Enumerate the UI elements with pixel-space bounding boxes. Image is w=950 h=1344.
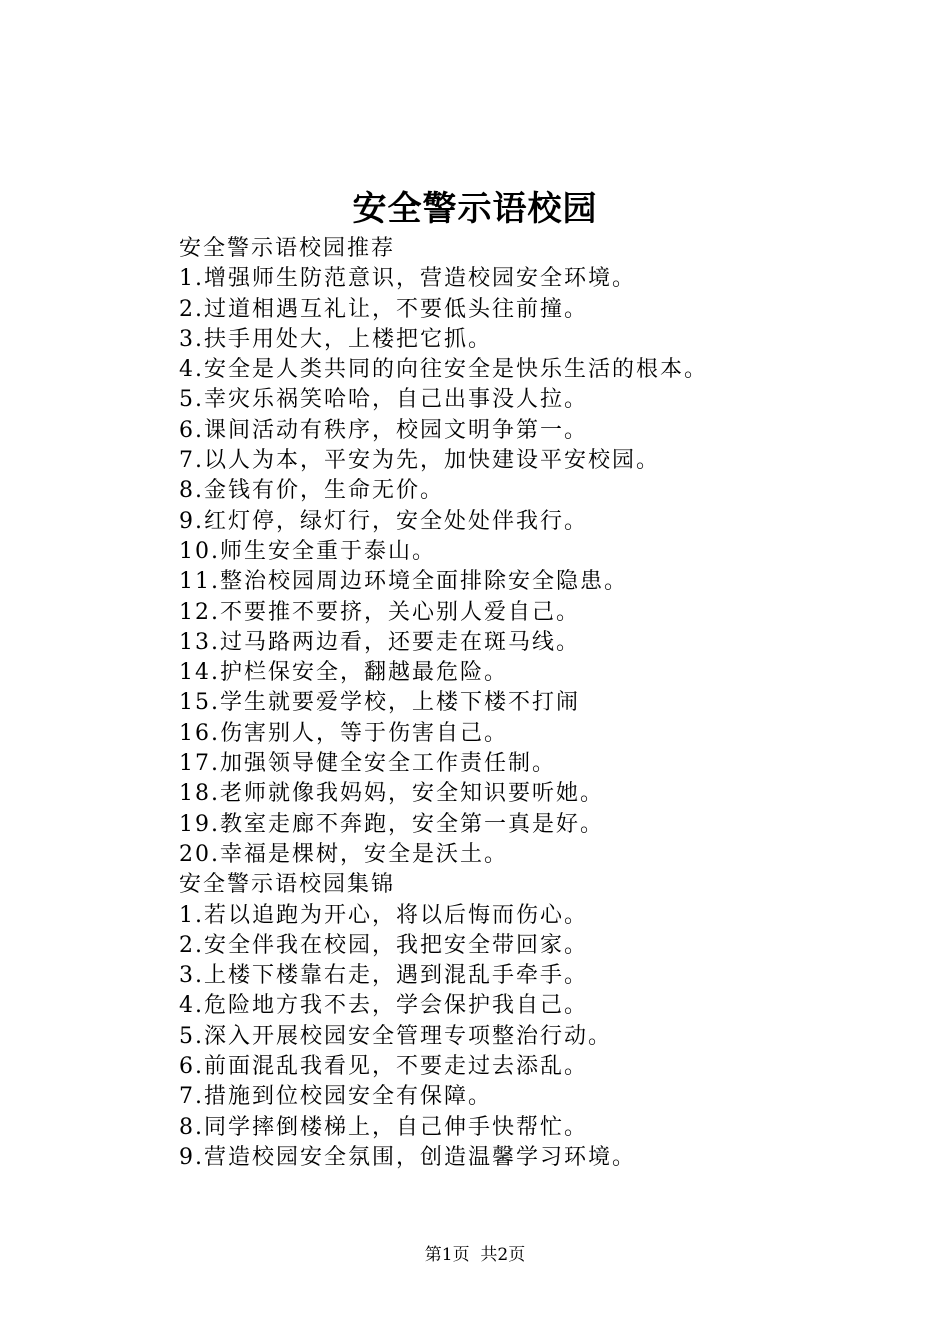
list-item: 18.老师就像我妈妈，安全知识要听她。	[179, 781, 604, 807]
page-footer: 第1页 共2页	[424, 1245, 526, 1265]
list-item: 8.金钱有价，生命无价。	[179, 478, 444, 504]
list-item: 7.措施到位校园安全有保障。	[179, 1084, 492, 1110]
page-title: 安全警示语校园	[352, 189, 598, 229]
list-item: 4.安全是人类共同的向往安全是快乐生活的根本。	[179, 357, 708, 383]
list-item: 1.增强师生防范意识，营造校园安全环境。	[179, 266, 636, 292]
list-item: 14.护栏保安全，翻越最危险。	[179, 660, 508, 686]
section-heading: 安全警示语校园推荐	[179, 236, 396, 261]
list-item: 5.深入开展校园安全管理专项整治行动。	[179, 1023, 612, 1049]
section-heading: 安全警示语校园集锦	[179, 872, 396, 898]
document-body	[179, 234, 899, 1173]
list-item: 19.教室走廊不奔跑，安全第一真是好。	[179, 811, 604, 837]
list-item: 3.扶手用处大，上楼把它抓。	[179, 326, 492, 352]
list-item: 6.前面混乱我看见，不要走过去添乱。	[179, 1054, 588, 1080]
list-item: 9.红灯停，绿灯行，安全处处伴我行。	[179, 508, 588, 534]
list-item: 13.过马路两边看，还要走在斑马线。	[179, 629, 580, 655]
list-item: 2.安全伴我在校园，我把安全带回家。	[179, 932, 588, 958]
list-item: 4.危险地方我不去，学会保护我自己。	[179, 993, 588, 1019]
list-item: 15.学生就要爱学校，上楼下楼不打闹	[179, 690, 580, 716]
list-item: 12.不要推不要挤，关心别人爱自己。	[179, 599, 580, 625]
list-item: 1.若以追跑为开心，将以后悔而伤心。	[179, 902, 588, 928]
list-item: 10.师生安全重于泰山。	[179, 538, 436, 564]
list-item: 9.营造校园安全氛围，创造温馨学习环境。	[179, 1144, 636, 1170]
list-item: 11.整治校园周边环境全面排除安全隐患。	[179, 569, 628, 595]
list-item: 16.伤害别人，等于伤害自己。	[179, 720, 508, 746]
list-item: 3.上楼下楼靠右走，遇到混乱手牵手。	[179, 963, 588, 989]
list-item: 7.以人为本，平安为先，加快建设平安校园。	[179, 448, 660, 474]
list-item: 5.幸灾乐祸笑哈哈，自己出事没人拉。	[179, 387, 588, 413]
list-item: 17.加强领导健全安全工作责任制。	[179, 751, 556, 777]
list-item: 2.过道相遇互礼让，不要低头往前撞。	[179, 296, 588, 322]
list-item: 20.幸福是棵树，安全是沃土。	[179, 841, 508, 867]
list-item: 6.课间活动有秩序，校园文明争第一。	[179, 417, 588, 443]
list-item: 8.同学摔倒楼梯上，自己伸手快帮忙。	[179, 1114, 588, 1140]
